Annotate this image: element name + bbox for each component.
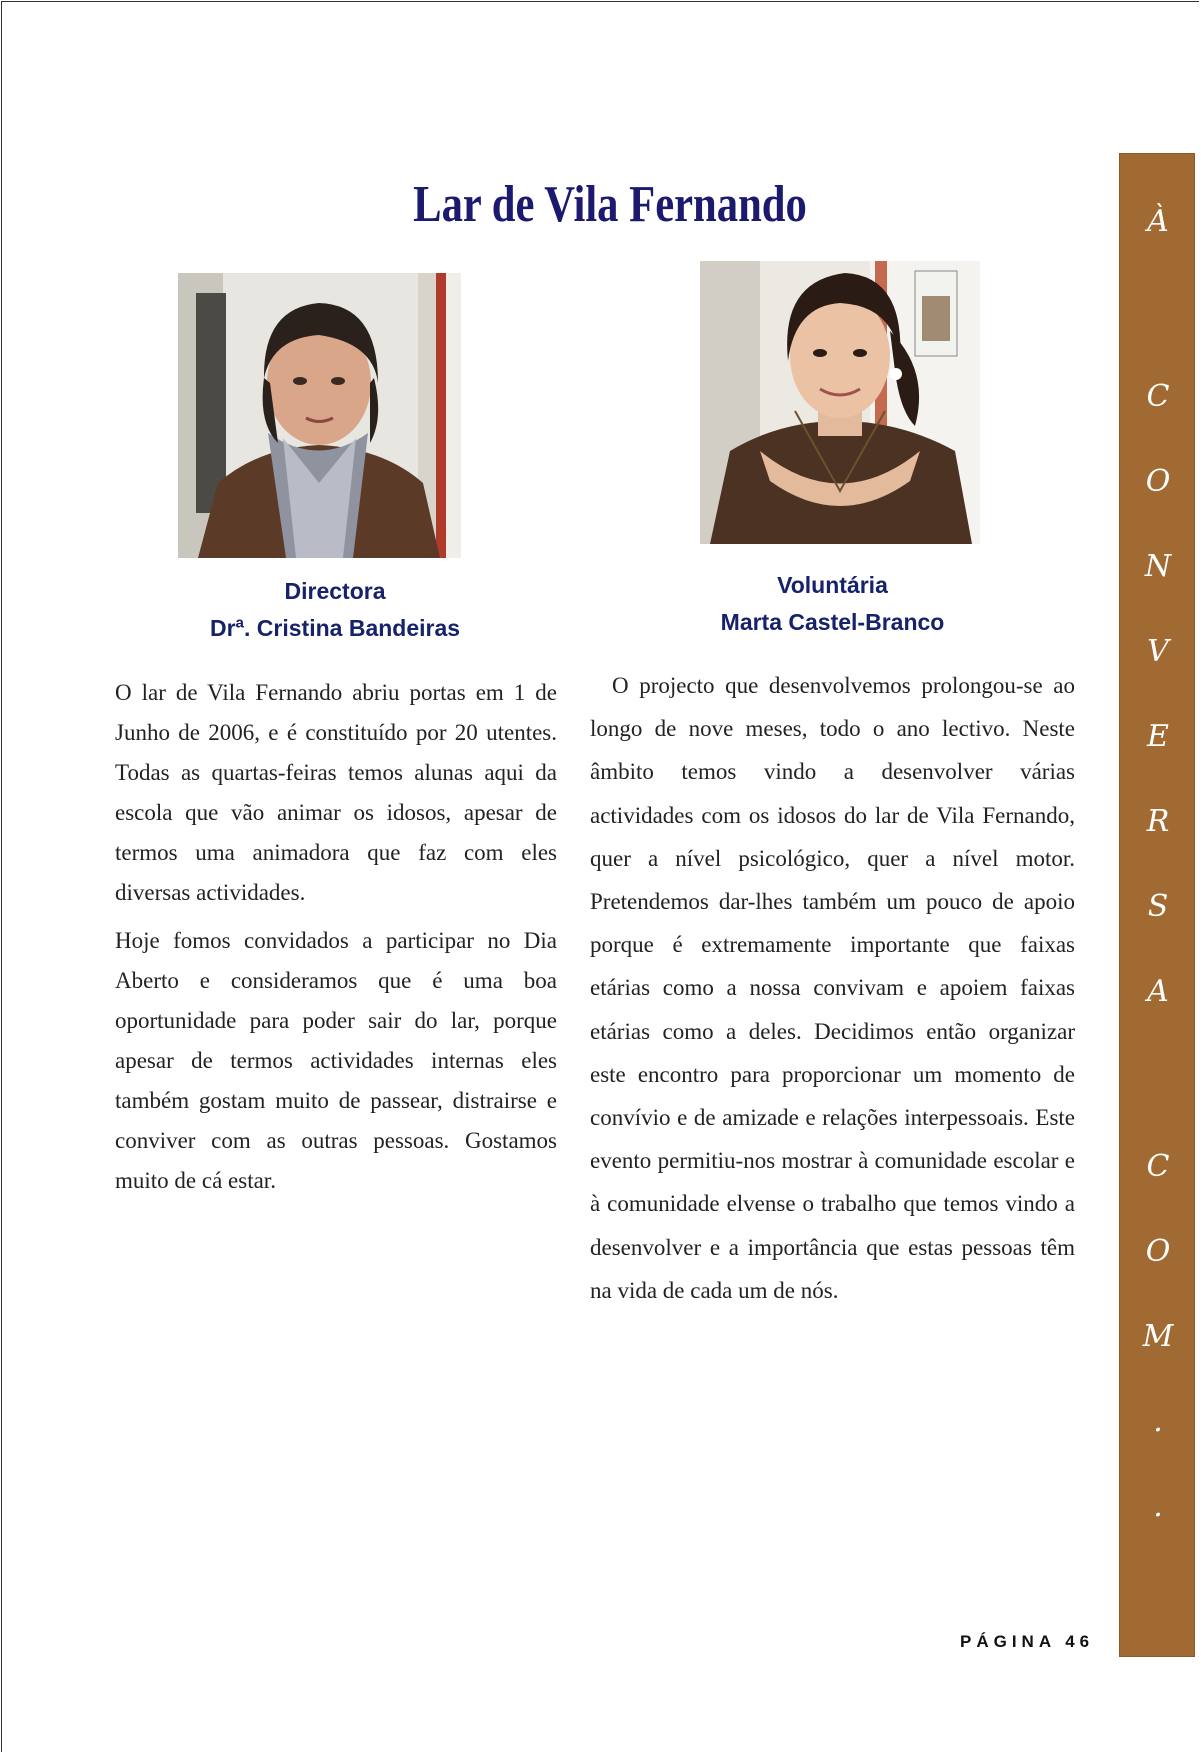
volunteer-photo [700,261,980,544]
sidebar-letter: À [1147,204,1169,239]
sidebar-letter: S [1147,889,1169,924]
sidebar-letter: C [1146,379,1170,414]
right-column [590,664,1075,1320]
left-column [115,673,557,1209]
sidebar-letter: R [1146,804,1170,839]
sidebar-letter: V [1147,634,1169,669]
sidebar-letter: . [1153,1404,1163,1439]
sidebar-letter: A [1147,974,1169,1009]
page-number: PÁGINA 46 [960,1632,1095,1651]
sidebar-letter: C [1146,1149,1170,1184]
right-paragraph: O projecto que desenvolvemos prolongou-se ao longo de nove meses, todo o ano lectivo. Neste âmbito temos vindo a desenvolver várias actividades com os idosos do lar de Vila Fernando, quer a nível psicológico, quer a nível motor. Pretendemos dar-lhes também um pouco de apoio porque é extremamente importante que faixas etárias como a nossa convivam e apoiem faixas etárias como a deles. Decidimos então organizar este encontro para proporcionar um momento de convívio e de amizade e relações interpessoais. Este evento permitiu-nos mostrar à comunidade escolar e à comunidade elvense o trabalho que temos vindo a desenvolver e a importância que estas pessoas têm na vida de cada um de nós. [590,673,1075,1303]
volunteer-role: Voluntária [777,572,888,598]
sidebar-letter: E [1147,719,1169,754]
volunteer-caption [655,567,1010,641]
director-photo [178,273,461,558]
sidebar-letter: . [1153,1489,1163,1524]
director-role: Directora [284,578,386,604]
director-name: Drª. Cristina Bandeiras [209,615,461,641]
left-paragraph: Hoje fomos convidados a participar no Dia Aberto e consideramos que é uma boa oportunidade para poder sair do lar, porque apesar de termos actividades internas eles também gostam muito de passear, distrairse e conviver com as outras pessoas. Gostamos muito de cá estar. [115,928,557,1193]
left-paragraph: O lar de Vila Fernando abriu portas em 1 de Junho de 2006, e é constituído por 20 utentes. Todas as quartas-feiras temos alunas aqui da escola que vão animar os idosos, apesar de termos uma animadora que faz com eles diversas actividades. [115,680,557,905]
sidebar-letter: N [1144,549,1172,584]
sidebar-letter: M [1142,1319,1174,1354]
sidebar-letter: O [1145,464,1171,499]
sidebar-letter: O [1145,1234,1171,1269]
sidebar-banner [1119,153,1195,1657]
volunteer-name: Marta Castel-Branco [720,609,945,635]
director-caption [160,573,510,647]
page-title: Lar de Vila Fernando [413,176,807,233]
